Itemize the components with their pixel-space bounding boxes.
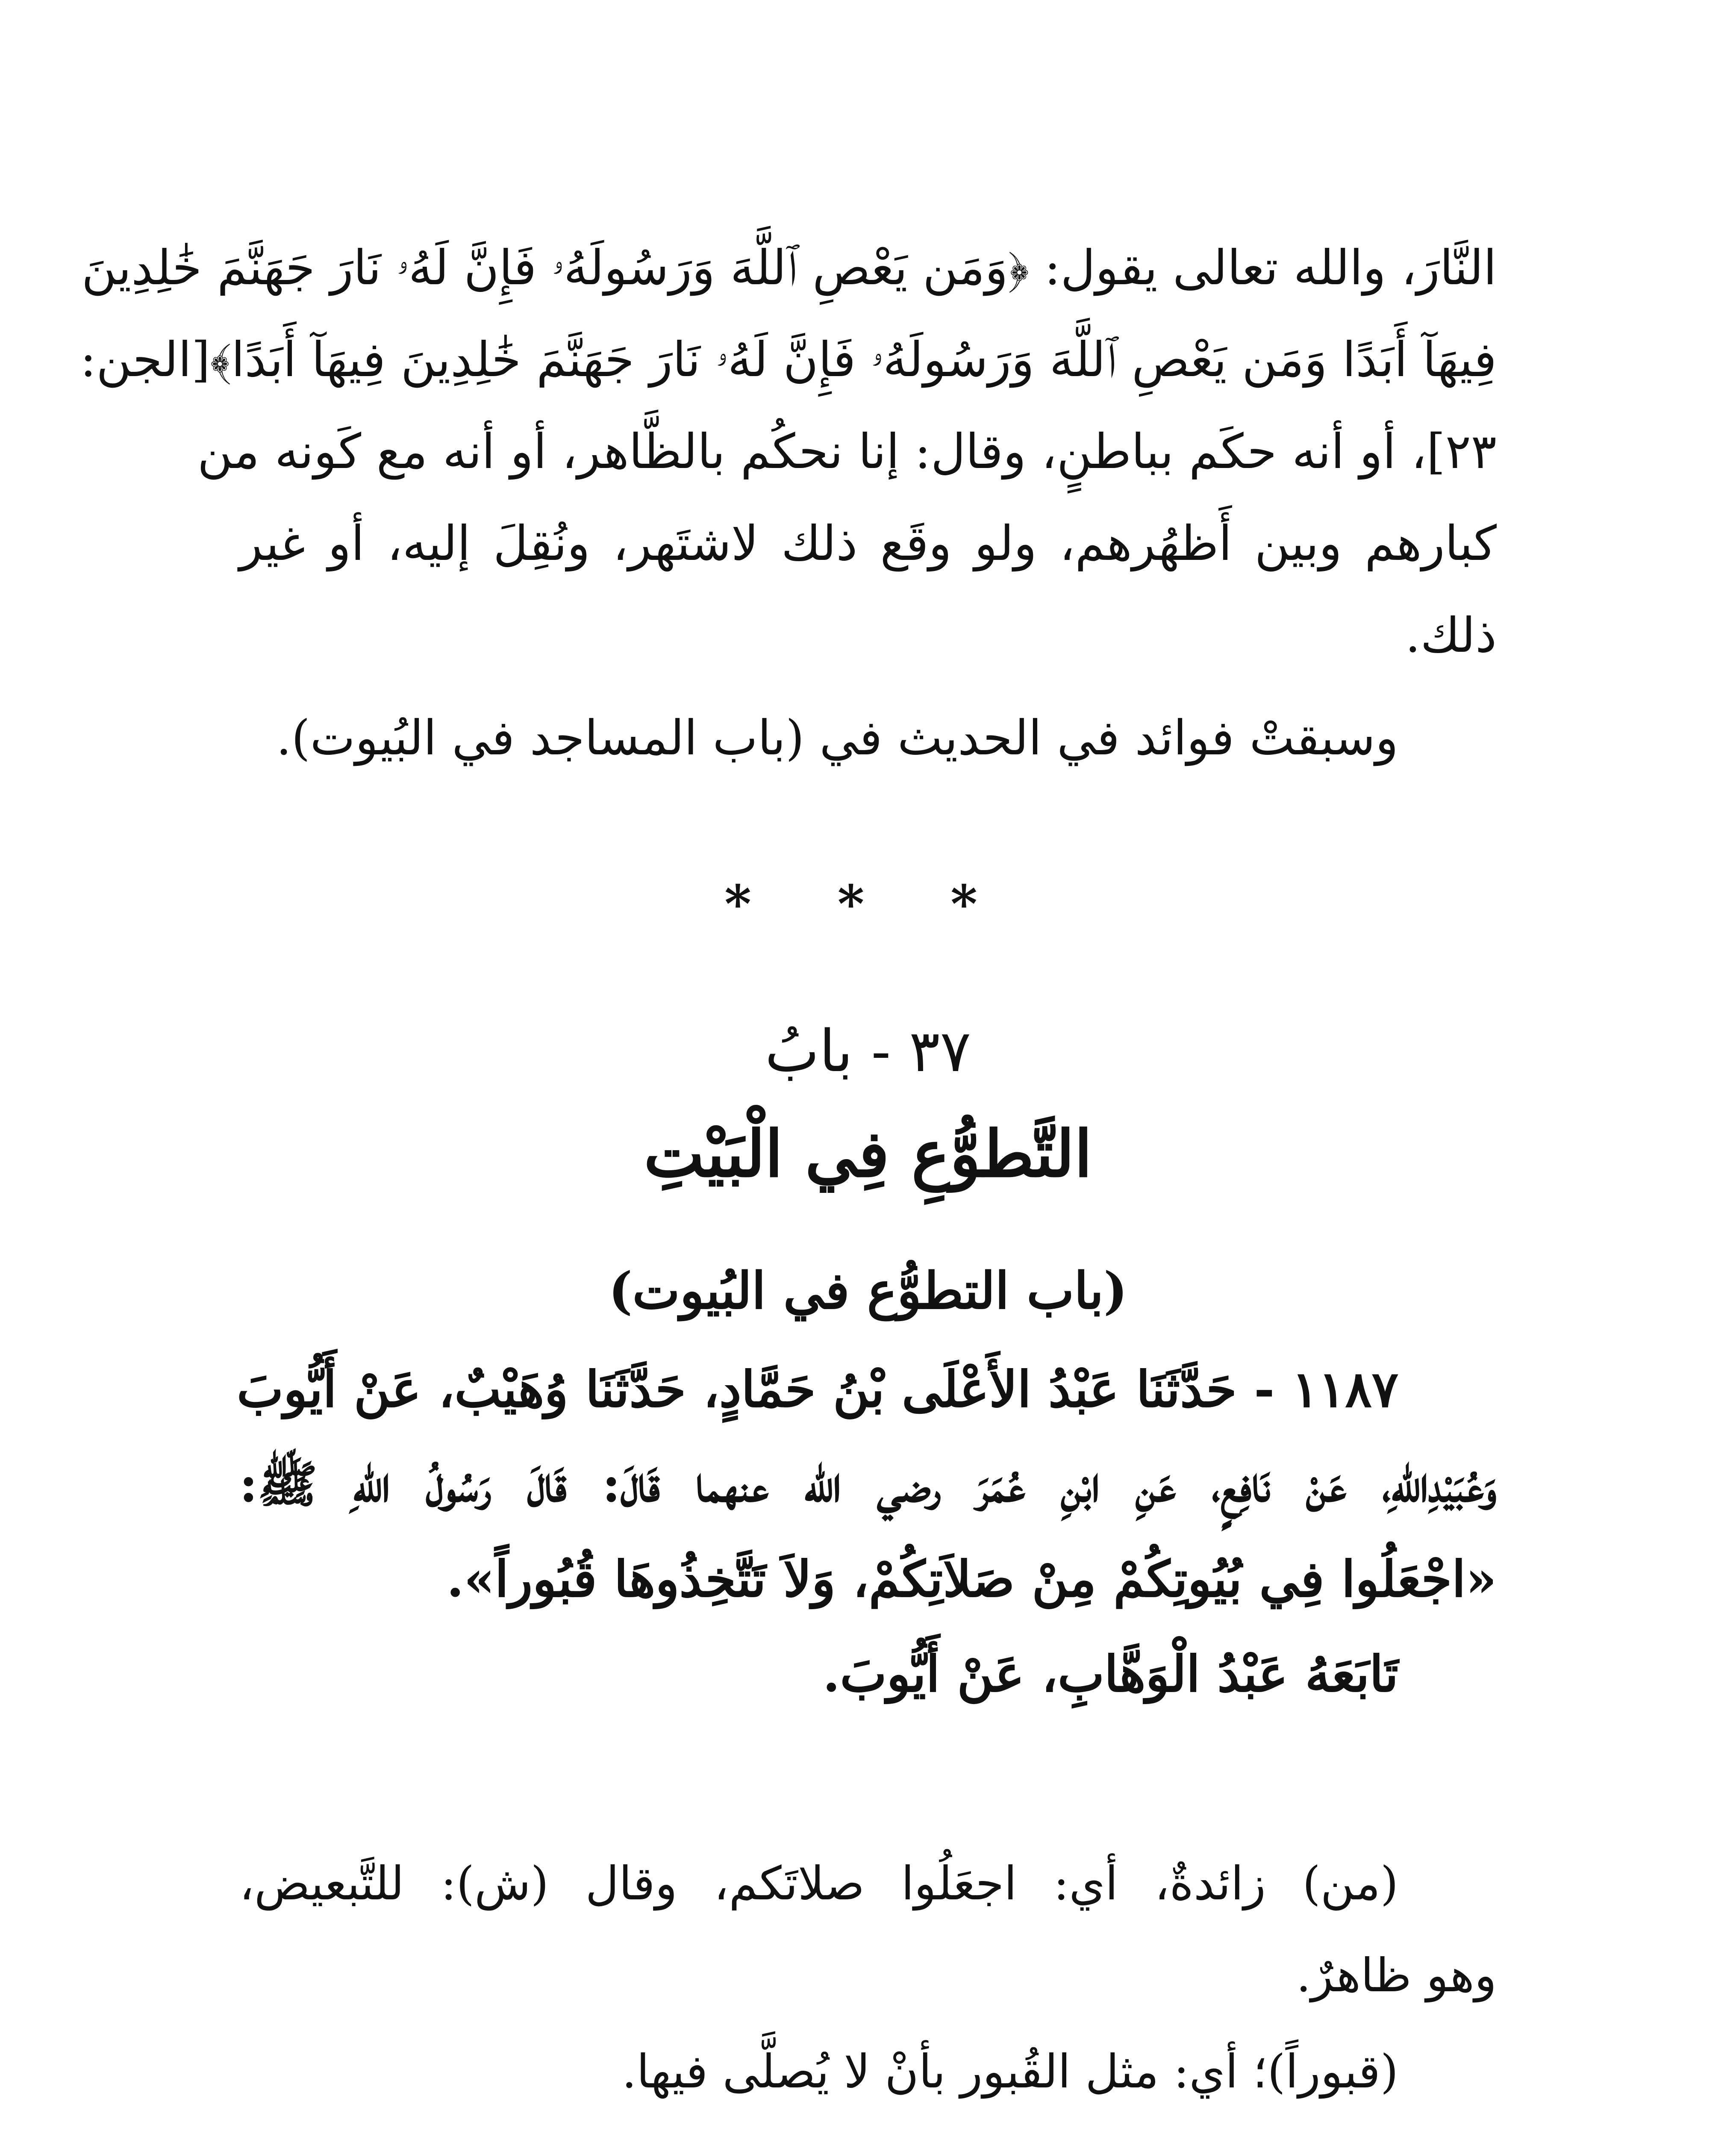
opening-line-3: ٢٣]، أو أنه حكَم بباطنٍ، وقال: إنا نحكُم بالظَّاهر، أو أنه مع كَونه من (197, 424, 1497, 480)
hadith-line-1: ١١٨٧ - حَدَّثَنَا عَبْدُ الأَعْلَى بْنُ حَمَّادٍ، حَدَّثَنَا وُهَيْبٌ، عَنْ أَيُّوبَ (237, 1360, 1398, 1419)
opening-line-4: كبارهم وبين أَظهُرهم، ولو وقَع ذلك لاشتَهر، ونُقِلَ إليه، أو غير (239, 516, 1497, 571)
opening-note: وسبقتْ فوائد في الحديث في (باب المساجد في البُيوت). (276, 710, 1398, 766)
hadith-line-3: «اجْعَلُوا فِي بُيُوتِكُمْ مِنْ صَلاَتِكُمْ، وَلاَ تَتَّخِذُوهَا قُبُوراً». (447, 1550, 1497, 1608)
commentary-line-2: وهو ظاهرٌ. (1296, 1949, 1497, 2002)
hadith-text (239, 1342, 1497, 1722)
opening-line-5: ذلك. (1405, 608, 1497, 663)
opening-paragraph (80, 222, 1497, 784)
hadith-line-2: وَعُبَيْدِاللهِ، عَنْ نَافِعٍ، عَنِ ابْنِ عُمَرَ رضي الله عنهما قَالَ: قَالَ رَسُولُ اللهِ ﷺ: (239, 1455, 1497, 1513)
section-separator: * * * (724, 874, 1012, 934)
opening-line-2: فِيهَآ أَبَدًا وَمَن يَعْصِ ٱللَّهَ وَرَسُولَهُۥ فَإِنَّ لَهُۥ نَارَ جَهَنَّمَ خَٰلِدِينَ فِيهَآ أَبَدًا﴾[الجن: (80, 332, 1497, 388)
hadith-follow-up: تَابَعَهُ عَبْدُ الْوَهَّابِ، عَنْ أَيُّوبَ. (823, 1645, 1398, 1703)
commentary (239, 1838, 1497, 2137)
opening-line-1: النَّارَ، والله تعالى يقول: ﴿وَمَن يَعْصِ ٱللَّهَ وَرَسُولَهُۥ فَإِنَّ لَهُۥ نَارَ جَهَنَّمَ خَٰلِدِينَ (81, 240, 1497, 296)
chapter-subtitle: (باب التطوُّع في البُيوت) (608, 1261, 1128, 1320)
chapter-title: التَّطوُّعِ فِي الْبَيْتِ (644, 1116, 1092, 1192)
commentary-line-1: (من) زائدةٌ، أي: اجعَلُوا صلاتَكم، وقال (ش): للتَّبعيض، (239, 1857, 1398, 1910)
commentary-qubur: (قبوراً)؛ أي: مثل القُبور بأنْ لا يُصلَّى فيها. (622, 2045, 1398, 2099)
commentary-note (239, 2118, 1497, 2137)
chapter-number: ٣٧ - بابُ (765, 1018, 971, 1085)
